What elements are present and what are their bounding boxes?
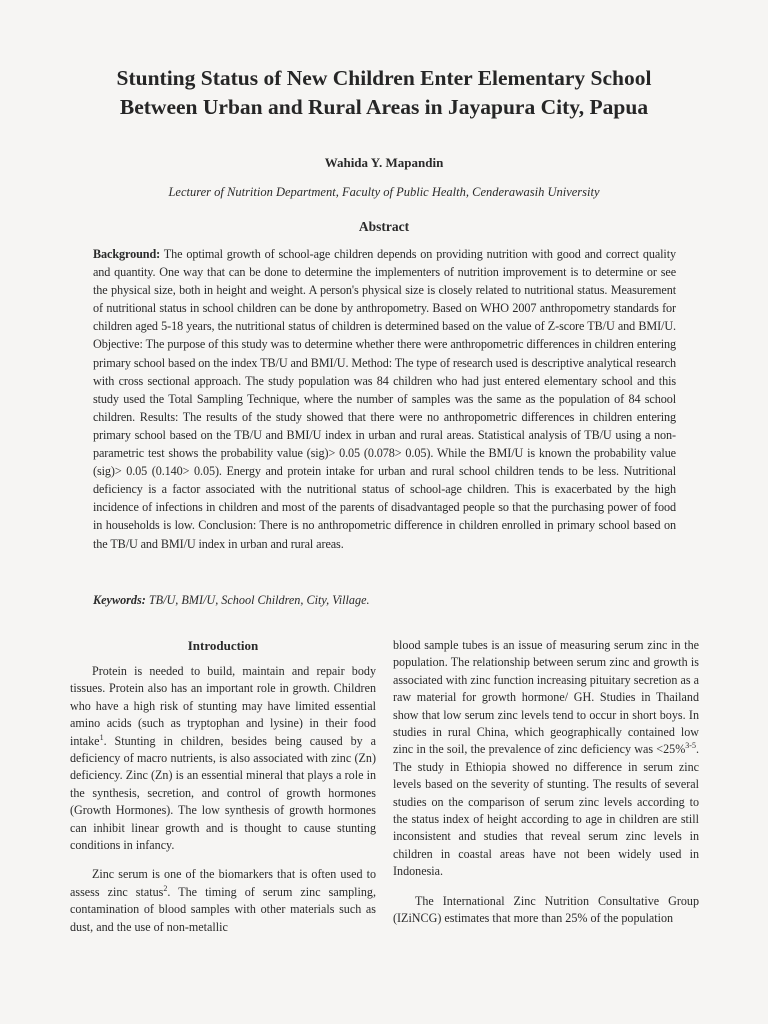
intro-p1-text-b: . Stunting in children, besides being caused by a deficiency of macro nutrients, is also associated with zinc (Zn) deficiency. Zinc (Zn) is an essential mineral that plays a role in the synthesis, secretion, and control of growth hormones (Growth Hormones). The low synthesis of growth hormones can inhibit linear growth and is thought to cause stunting conditions in infancy. [70,733,376,853]
abstract-body [93,245,676,553]
intro-p3-text-b: . The study in Ethiopia showed no difference in serum zinc levels based on the severity of stunting. The results of several studies on the comparison of serum zinc levels according to the status index of height according to age in children are still inconsistent and studies that reveal serum zinc levels in children in coastal areas have not been widely used in Indonesia. [393,742,699,879]
abstract-heading: Abstract [358,219,410,234]
intro-p2-text-b: . The timing of serum zinc sampling, contamination of blood samples with other materials such as dust, and the use of non-metallic [70,884,376,934]
abstract-text: The optimal growth of school-age children depends on providing nutrition with good and correct quality and quantity. One way that can be done to determine the implementers of nutrition improvement is to determine or see the physical size, both in height and weight. A person's physical size is closely related to nutritional status. Measurement of nutritional status in school children can be done by anthropometry. Based on WHO 2007 anthropometry standards for children aged 5-18 years, the nutritional status of children is determined based on the value of Z-score TB/U and BMI/U. Objective: The purpose of this study was to determine whether there were anthropometric differences in children entering primary school based on the index TB/U and BMI/U. Method: The type of research used is descriptive analytical research with cross sectional approach. The study population was 84 children who had just entered elementary school and this study used the Total Sampling Technique, where the number of samples was the same as the population of 84 school children. Results: The results of the study showed that there were no anthropometric differences in children entering primary school based on the TB/U and BMI/U index in urban and rural areas. Statistical analysis of TB/U using a non-parametric test shows the probability value (sig)> 0.05 (0.078> 0.05). While the BMI/U is known the probability value (sig)> 0.05 (0.140> 0.05). Energy and protein intake for urban and rural school children tends to be less. Nutritional deficiency is a factor associated with the nutritional status of school-age children. This is exacerbated by the high incidence of infections in children and most of the parents of disadvantaged people so that the purchasing power of food in households is low. Conclusion: There is no anthropometric difference in children enrolled in primary school based on the TB/U and BMI/U index in urban and rural areas. [93,247,676,551]
intro-p3-text-a: blood sample tubes is an issue of measuring serum zinc in the population. The relationship between serum zinc and growth is associated with zinc function increasing pituitary secretion as a raw material for growth hormone/ GH. Studies in Thailand show that low serum zinc levels tend to occur in short boys. In studies in rural China, which geographically contained low zinc in the soil, the prevalence of zinc deficiency was <25% [393,638,699,757]
author-affiliation: Lecturer of Nutrition Department, Faculty of Public Health, Cenderawasih University [168,185,600,199]
intro-p2-text-a: Zinc serum is one of the biomarkers that is often used to assess zinc status [70,867,376,899]
keywords-list: TB/U, BMI/U, School Children, City, Village. [145,593,370,607]
column-left [70,637,376,936]
citation-1: 1 [99,732,104,742]
citation-3-5: 3-5 [685,741,696,751]
keywords-label: Keywords: [93,593,146,607]
introduction-heading: Introduction [187,638,259,653]
intro-paragraph-1 [70,663,376,854]
intro-p1-text-a: Protein is needed to build, maintain and repair body tissues. Protein also has an important role in growth. Children who have a high risk of stunting may have limited essential amino acids (such as tryptophan and lysine) in their food intake [70,664,376,748]
intro-paragraph-2 [70,866,376,936]
citation-2: 2 [163,883,168,893]
paper-title [60,64,708,122]
intro-paragraph-3 [393,637,699,881]
author-name: Wahida Y. Mapandin [324,155,444,170]
keywords [93,593,676,608]
title-line-2: Between Urban and Rural Areas in Jayapura City, Papua [119,95,649,119]
intro-paragraph-4: The International Zinc Nutrition Consultative Group (IZiNCG) estimates that more than 25% of the population [393,893,699,926]
title-line-1: Stunting Status of New Children Enter Elementary School [116,66,652,90]
abstract-background-label: Background: [93,247,161,261]
column-right [393,637,699,928]
